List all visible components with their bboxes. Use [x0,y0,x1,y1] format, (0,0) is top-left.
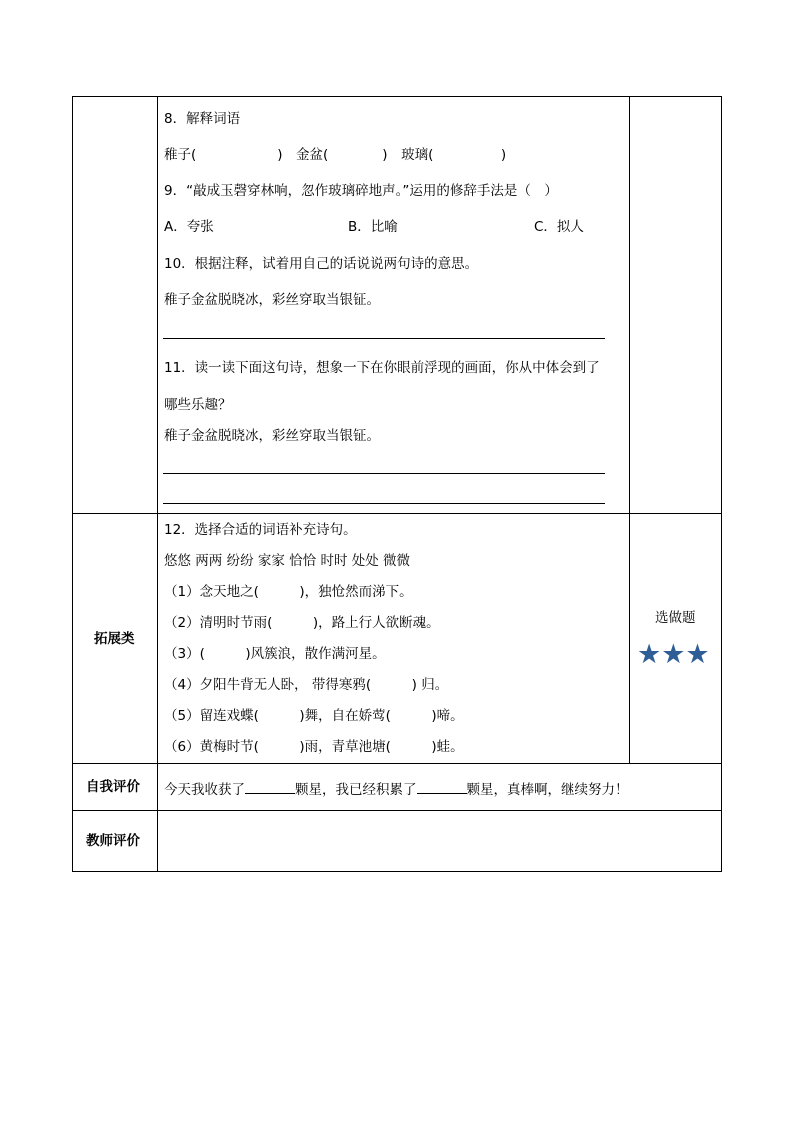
q12-item-2: （2）清明时节雨( )，路上行人欲断魂。 [164,615,440,631]
q11-poem: 稚子金盆脱晓冰，彩丝穿取当银钲。 [164,428,380,444]
stars-accumulated-blank[interactable] [417,779,467,794]
col-divider-right [629,96,630,763]
q11-title-line1: 11．读一读下面这句诗，想象一下在你眼前浮现的画面，你从中体会到了 [164,360,600,376]
q10-poem: 稚子金盆脱晓冰，彩丝穿取当银钲。 [164,292,380,308]
q11-answer-line-2[interactable] [163,503,605,504]
q12-item-5: （5）留连戏蝶( )舞，自在娇莺( )啼。 [164,708,464,724]
self-eval-text [164,779,629,799]
optional-note: 选做题 [655,610,696,626]
q12-item-6: （6）黄梅时节( )雨，青草池塘( )蛙。 [164,739,464,755]
q9-option-c: C．拟人 [534,219,584,235]
q9-option-a: A．夸张 [164,219,214,235]
self-eval-label: 自我评价 [86,779,140,795]
q9-option-b: B．比喻 [348,219,398,235]
q12-title: 12．选择合适的词语补充诗句。 [164,522,357,538]
stars-earned-blank[interactable] [245,779,295,794]
q12-item-4: （4）夕阳牛背无人卧， 带得寒鸦( ) 归。 [164,677,449,693]
q8-words: 稚子( ) 金盆( ) 玻璃( ) [164,147,507,163]
q11-title-line2: 哪些乐趣？ [164,397,232,413]
col-divider-left [157,96,158,872]
q10-title: 10．根据注释，试着用自己的话说说两句诗的意思。 [164,256,479,272]
row-divider-2 [72,763,722,764]
q8-title: 8．解释词语 [164,111,241,127]
row-divider-1 [72,513,722,514]
q12-item-1: （1）念天地之( )，独怆然而涕下。 [164,584,413,600]
self-eval-text-part2: 颗星，我已经积累了 [295,782,417,798]
teacher-eval-label: 教师评价 [86,833,140,849]
teacher-eval-area[interactable] [158,811,721,871]
q11-answer-line-1[interactable] [163,473,605,474]
q10-answer-line[interactable] [163,338,605,339]
q9-title: 9．“敲成玉磬穿林响，忽作玻璃碎地声。”运用的修辞手法是（ ） [164,183,558,199]
star-rating-icon: ★★★ [637,639,710,670]
q12-word-bank: 悠悠 两两 纷纷 家家 恰恰 时时 处处 微微 [164,553,411,569]
self-eval-text-part1: 今天我收获了 [164,782,245,798]
extension-label: 拓展类 [94,631,135,647]
q12-item-3: （3）( )风簇浪，散作满河星。 [164,646,386,662]
self-eval-text-part3: 颗星，真棒啊，继续努力！ [466,782,629,798]
